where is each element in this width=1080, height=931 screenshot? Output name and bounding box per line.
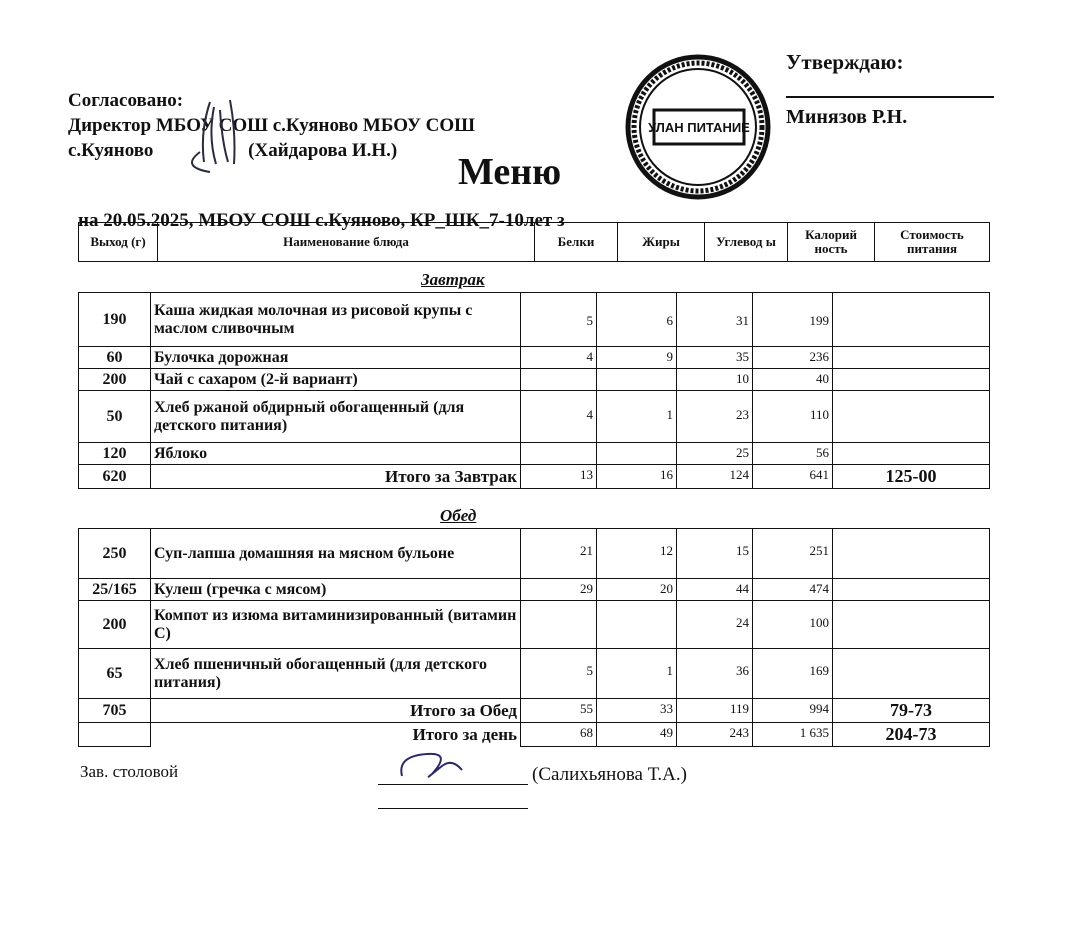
carbs-cell: 44 xyxy=(677,579,753,601)
protein-cell: 55 xyxy=(521,699,597,723)
carbs-cell: 243 xyxy=(677,723,753,747)
col-output: Выход (г) xyxy=(79,223,158,262)
signature-line xyxy=(378,808,528,809)
breakfast-table xyxy=(78,292,990,489)
table-row xyxy=(79,579,990,601)
table-row xyxy=(79,601,990,649)
fat-cell: 1 xyxy=(597,391,677,443)
cost-cell xyxy=(833,347,990,369)
output-cell: 190 xyxy=(79,293,151,347)
calories-cell: 1 635 xyxy=(753,723,833,747)
fat-cell: 16 xyxy=(597,465,677,489)
table-row xyxy=(79,443,990,465)
cost-cell: 204-73 xyxy=(833,723,990,747)
protein-cell: 21 xyxy=(521,529,597,579)
col-dish-name: Наименование блюда xyxy=(158,223,535,262)
column-header-table xyxy=(78,222,990,262)
fat-cell: 9 xyxy=(597,347,677,369)
protein-cell: 4 xyxy=(521,347,597,369)
cost-cell: 125-00 xyxy=(833,465,990,489)
carbs-cell: 15 xyxy=(677,529,753,579)
total-label: Итого за Обед xyxy=(151,699,521,723)
output-cell: 250 xyxy=(79,529,151,579)
calories-cell: 100 xyxy=(753,601,833,649)
calories-cell: 56 xyxy=(753,443,833,465)
page-title: Меню xyxy=(458,151,562,193)
calories-cell: 40 xyxy=(753,369,833,391)
output-cell: 25/165 xyxy=(79,579,151,601)
cost-cell xyxy=(833,369,990,391)
lunch-table xyxy=(78,528,990,747)
table-row xyxy=(79,347,990,369)
cost-cell xyxy=(833,649,990,699)
cost-cell xyxy=(833,529,990,579)
output-cell: 65 xyxy=(79,649,151,699)
protein-cell: 5 xyxy=(521,649,597,699)
protein-cell xyxy=(521,443,597,465)
dish-name-cell: Компот из изюма витаминизированный (витамин С) xyxy=(151,601,521,649)
calories-cell: 641 xyxy=(753,465,833,489)
table-row xyxy=(79,649,990,699)
breakfast-heading: Завтрак xyxy=(421,270,485,289)
dish-name-cell: Кулеш (гречка с мясом) xyxy=(151,579,521,601)
staff-title: Зав. столовой xyxy=(80,762,179,781)
calories-cell: 169 xyxy=(753,649,833,699)
lunch-heading: Обед xyxy=(440,506,477,525)
director-place-line xyxy=(68,138,475,163)
table-row xyxy=(79,529,990,579)
protein-cell xyxy=(521,369,597,391)
agreed-block xyxy=(68,88,475,163)
output-cell: 60 xyxy=(79,347,151,369)
director-place: с.Куяново xyxy=(68,140,154,161)
cost-cell xyxy=(833,579,990,601)
protein-cell: 68 xyxy=(521,723,597,747)
approve-signature-line xyxy=(786,96,994,98)
protein-cell: 4 xyxy=(521,391,597,443)
protein-cell: 13 xyxy=(521,465,597,489)
dish-name-cell: Хлеб пшеничный обогащенный (для детского питания) xyxy=(151,649,521,699)
output-cell: 200 xyxy=(79,369,151,391)
calories-cell: 199 xyxy=(753,293,833,347)
col-cost: Стоимость питания xyxy=(875,223,990,262)
carbs-cell: 23 xyxy=(677,391,753,443)
table-row xyxy=(79,293,990,347)
carbs-cell: 10 xyxy=(677,369,753,391)
cost-cell xyxy=(833,443,990,465)
director-signature xyxy=(170,92,260,182)
carbs-cell: 36 xyxy=(677,649,753,699)
fat-cell xyxy=(597,443,677,465)
lunch-total-row xyxy=(79,699,990,723)
carbs-cell: 119 xyxy=(677,699,753,723)
menu-subtitle: на 20.05.2025, МБОУ СОШ с.Куяново, КР_ШК_7-10лет з xyxy=(78,210,565,231)
day-total-row xyxy=(79,723,990,747)
output-cell: 50 xyxy=(79,391,151,443)
dish-name-cell: Яблоко xyxy=(151,443,521,465)
fat-cell xyxy=(597,601,677,649)
fat-cell: 49 xyxy=(597,723,677,747)
output-cell: 705 xyxy=(79,699,151,723)
approve-label: Утверждаю: xyxy=(786,50,904,74)
fat-cell: 1 xyxy=(597,649,677,699)
cost-cell xyxy=(833,391,990,443)
director-line: Директор МБОУ СОШ с.Куяново МБОУ СОШ xyxy=(68,115,476,136)
cost-cell xyxy=(833,601,990,649)
output-cell xyxy=(79,723,151,747)
table-row xyxy=(79,391,990,443)
fat-cell: 12 xyxy=(597,529,677,579)
carbs-cell: 31 xyxy=(677,293,753,347)
dish-name-cell: Чай с сахаром (2-й вариант) xyxy=(151,369,521,391)
output-cell: 120 xyxy=(79,443,151,465)
carbs-cell: 35 xyxy=(677,347,753,369)
director-name: (Хайдарова И.Н.) xyxy=(248,140,398,161)
dish-name-cell: Хлеб ржаной обдирный обогащенный (для детского питания) xyxy=(151,391,521,443)
carbs-cell: 24 xyxy=(677,601,753,649)
protein-cell xyxy=(521,601,597,649)
total-label: Итого за день xyxy=(151,723,521,747)
dish-name-cell: Каша жидкая молочная из рисовой крупы с маслом сливочным xyxy=(151,293,521,347)
staff-signature xyxy=(392,746,472,786)
output-cell: 620 xyxy=(79,465,151,489)
calories-cell: 994 xyxy=(753,699,833,723)
dish-name-cell: Суп-лапша домашняя на мясном бульоне xyxy=(151,529,521,579)
calories-cell: 236 xyxy=(753,347,833,369)
col-calories: Калорий ность xyxy=(788,223,875,262)
output-cell: 200 xyxy=(79,601,151,649)
calories-cell: 474 xyxy=(753,579,833,601)
cost-cell: 79-73 xyxy=(833,699,990,723)
breakfast-total-row xyxy=(79,465,990,489)
round-stamp xyxy=(618,52,778,202)
signature-line xyxy=(378,784,528,785)
dish-name-cell: Булочка дорожная xyxy=(151,347,521,369)
protein-cell: 29 xyxy=(521,579,597,601)
col-protein: Белки xyxy=(535,223,618,262)
fat-cell: 33 xyxy=(597,699,677,723)
approver-name: Минязов Р.Н. xyxy=(786,106,908,128)
svg-text:УЛАН ПИТАНИЕ: УЛАН ПИТАНИЕ xyxy=(648,120,750,135)
fat-cell: 20 xyxy=(597,579,677,601)
agreed-label: Согласовано: xyxy=(68,90,184,111)
calories-cell: 110 xyxy=(753,391,833,443)
col-carbs: Углевод ы xyxy=(705,223,788,262)
staff-name: (Салихьянова Т.А.) xyxy=(532,764,687,785)
total-label: Итого за Завтрак xyxy=(151,465,521,489)
calories-cell: 251 xyxy=(753,529,833,579)
col-fat: Жиры xyxy=(618,223,705,262)
table-row xyxy=(79,369,990,391)
fat-cell xyxy=(597,369,677,391)
cost-cell xyxy=(833,293,990,347)
protein-cell: 5 xyxy=(521,293,597,347)
carbs-cell: 124 xyxy=(677,465,753,489)
carbs-cell: 25 xyxy=(677,443,753,465)
fat-cell: 6 xyxy=(597,293,677,347)
